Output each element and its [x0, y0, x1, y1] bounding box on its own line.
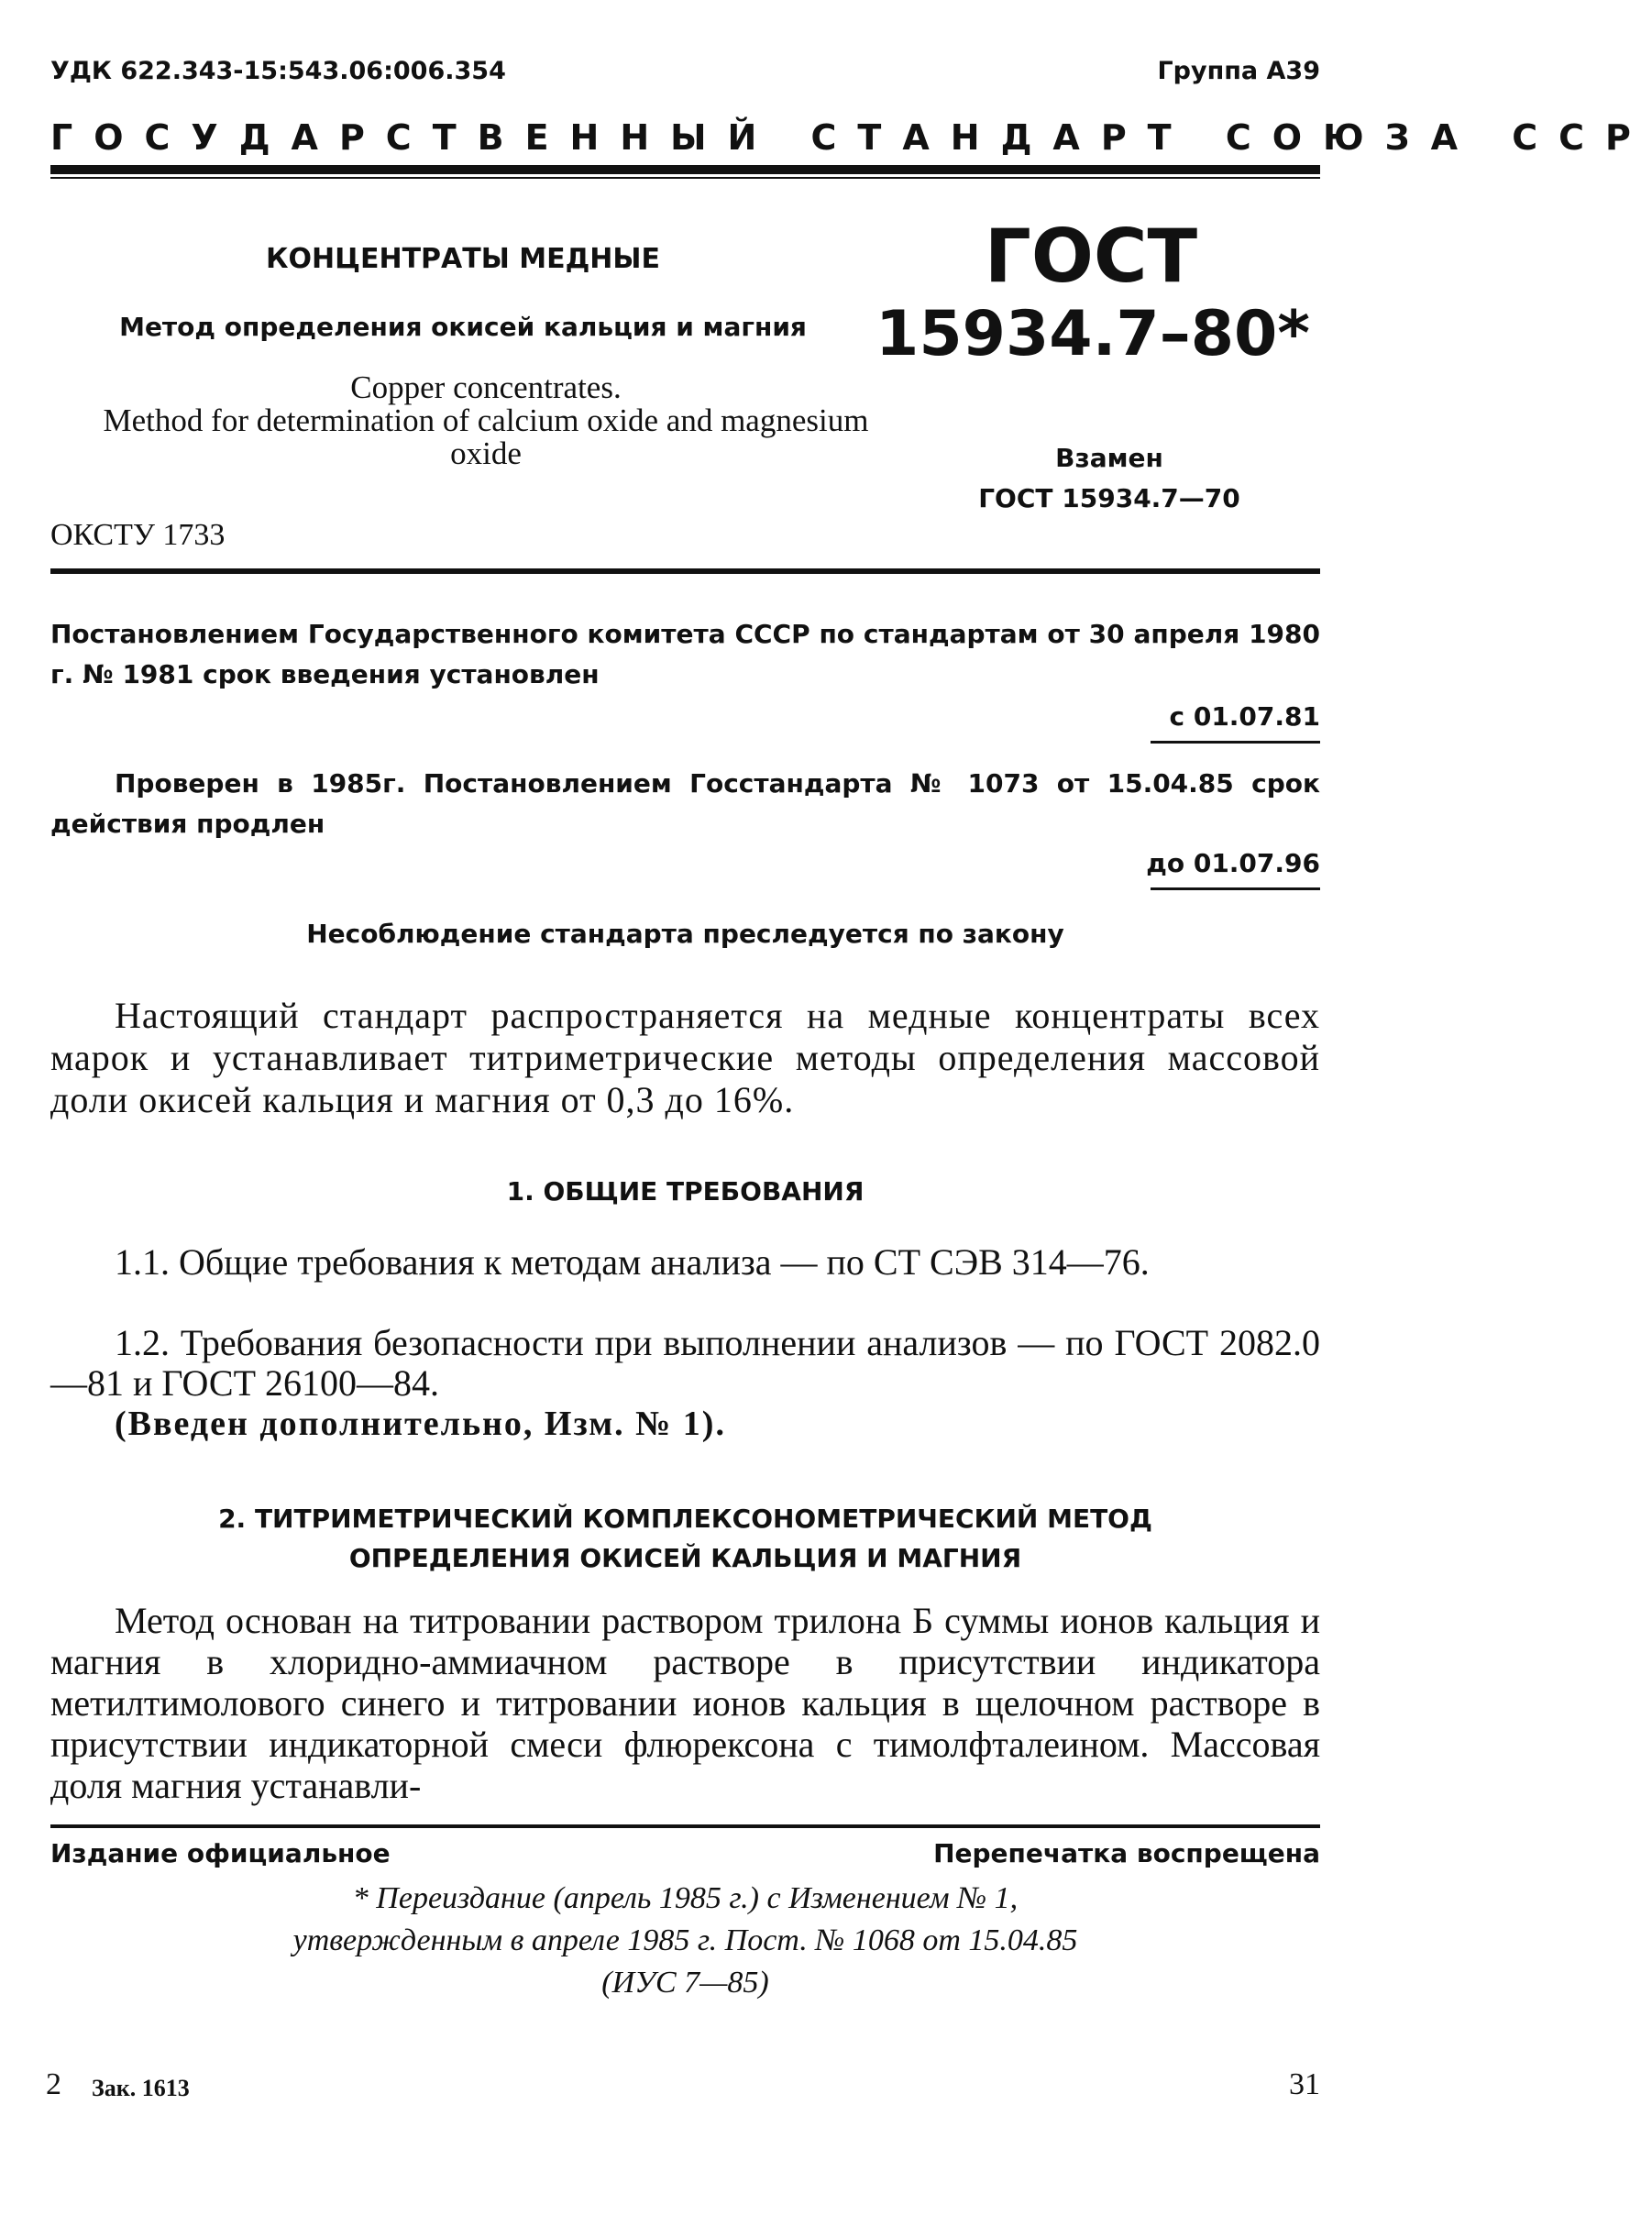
footer-row [50, 1838, 1320, 1868]
header-rule [50, 165, 1320, 174]
english-title: Copper concentrates. Method for determination of calcium oxide and magnesium oxide [103, 369, 869, 471]
law-notice: Несоблюдение стандарта преследуется по закону [306, 919, 1064, 949]
header-rule-thin [50, 177, 1320, 179]
order-number: Зак. 1613 [92, 2075, 190, 2101]
header-row [50, 57, 1320, 85]
section2-paragraph: Метод основан на титровании раствором трилона Б суммы ионов кальция и магния в хлоридно-аммиачном растворе в присутствии индикатора метилтимолового синего и титровании ионов кальция в щелочном растворе в присутствии индикаторной смеси флюрексона с тимолфталеином. Массовая доля магния устанавли- [50, 1600, 1320, 1806]
signature-number: 2 [46, 2067, 61, 2101]
intro-paragraph: Настоящий стандарт распространяется на медные концентраты всех марок и устанавливает титриметрические методы определения массовой доли окисей кальция и магния от 0,3 до 16%. [50, 995, 1320, 1120]
amendment-note: (Введен дополнительно, Изм. № 1). [115, 1405, 726, 1443]
section1-heading: 1. ОБЩИЕ ТРЕБОВАНИЯ [506, 1176, 865, 1207]
document-title: КОНЦЕНТРАТЫ МЕДНЫЕ [266, 243, 660, 275]
section1-item2: 1.2. Требования безопасности при выполнении анализов — по ГОСТ 2082.0—81 и ГОСТ 26100—84. [50, 1322, 1320, 1404]
oksту-code: ОКСТУ 1733 [50, 518, 226, 552]
reissue-line1: * Переиздание (апрель 1985 г.) с Изменением № 1, [352, 1881, 1019, 1915]
extended-date: до 01.07.96 [1146, 848, 1320, 878]
decree-text: Постановлением Государственного комитета СССР по стандартам от 30 апреля 1980 г. № 1981 срок введения установлен [50, 619, 1320, 689]
replaces-value: ГОСТ 15934.7—70 [978, 483, 1240, 513]
effective-date: с 01.07.81 [1169, 701, 1320, 732]
gost-number: 15934.7–80* [876, 298, 1310, 370]
extended-date-rule [1151, 887, 1320, 890]
page-number: 31 [1289, 2067, 1320, 2101]
udk-code: УДК 622.343-15:543.06:006.354 [50, 57, 506, 85]
document-subtitle: Метод определения окисей кальция и магния [119, 312, 807, 342]
footer-rule [50, 1824, 1320, 1828]
official-edition: Издание официальное [50, 1838, 391, 1868]
state-standard-banner: ГОСУДАРСТВЕННЫЙ СТАНДАРТ СОЮЗА ССР [50, 117, 1652, 158]
group-code: Группа А39 [1157, 57, 1320, 85]
title-rule [50, 568, 1320, 574]
reissue-line3: (ИУС 7—85) [601, 1966, 769, 2000]
gost-label: ГОСТ [984, 214, 1198, 299]
effective-date-rule [1151, 741, 1320, 744]
reprint-notice: Перепечатка воспрещена [933, 1838, 1320, 1868]
section1-item1: 1.1. Общие требования к методам анализа — по СТ СЭВ 314—76. [115, 1241, 1150, 1283]
check-text: Проверен в 1985г. Постановлением Госстандарта № 1073 от 15.04.85 срок действия продлен [50, 768, 1320, 839]
reissue-line2: утвержденным в апреле 1985 г. Пост. № 1068 от 15.04.85 [292, 1923, 1078, 1957]
section2-heading-line2: ОПРЕДЕЛЕНИЯ ОКИСЕЙ КАЛЬЦИЯ И МАГНИЯ [348, 1543, 1022, 1573]
replaces-label: Взамен [1055, 443, 1163, 473]
section2-heading-line1: 2. ТИТРИМЕТРИЧЕСКИЙ КОМПЛЕКСОНОМЕТРИЧЕСКИЙ МЕТОД [218, 1504, 1152, 1534]
